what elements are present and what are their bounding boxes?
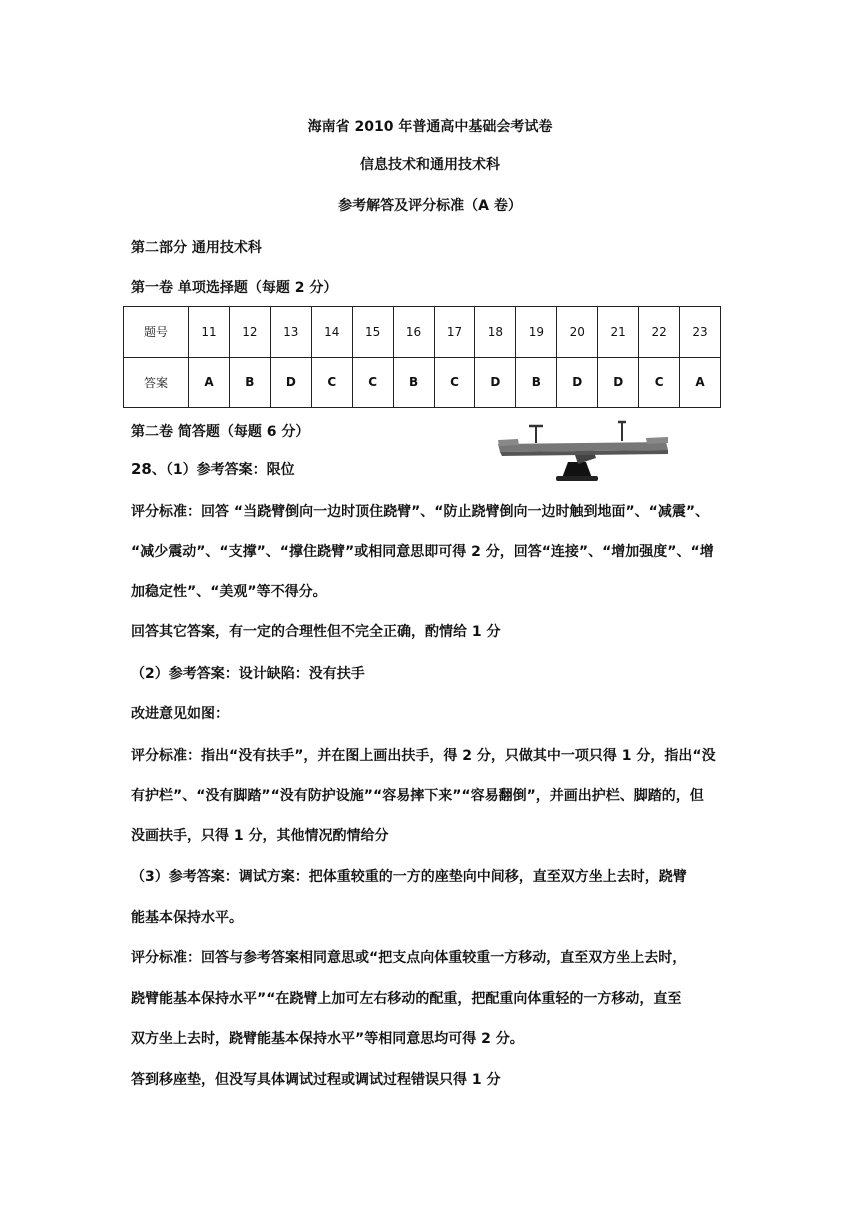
- answer-cell: D: [557, 357, 598, 408]
- answer-key-title: 参考解答及评分标准（A 卷）: [338, 198, 522, 214]
- question-number: 16: [393, 307, 434, 358]
- q28-part1-standard-line3: 加稳定性”、“美观”等不得分。: [131, 584, 327, 600]
- q28-part2-standard-line1: 评分标准：指出“没有扶手”，并在图上画出扶手，得 2 分，只做其中一项只得 1 分，指出“没: [131, 748, 716, 764]
- subject-title: 信息技术和通用技术科: [360, 157, 500, 173]
- answer-cell: C: [434, 357, 475, 408]
- answer-cell: D: [475, 357, 516, 408]
- exam-title: 海南省 2010 年普通高中基础会考试卷: [307, 119, 553, 135]
- question-number: 15: [352, 307, 393, 358]
- answer-cell: C: [352, 357, 393, 408]
- answer-cell: C: [311, 357, 352, 408]
- q28-part1-other: 回答其它答案，有一定的合理性但不完全正确，酌情给 1 分: [131, 624, 501, 640]
- question-number: 17: [434, 307, 475, 358]
- q28-part2-answer: （2）参考答案：设计缺陷：没有扶手: [131, 666, 365, 682]
- question-number: 11: [189, 307, 230, 358]
- question-number: 22: [639, 307, 680, 358]
- answer-cell: A: [189, 357, 230, 408]
- q28-part1-standard-line1: 评分标准：回答 “当跷臂倒向一边时顶住跷臂”、“防止跷臂倒向一边时触到地面”、“减震”、: [131, 504, 710, 520]
- q28-part3-standard-line2: 跷臂能基本保持水平”“在跷臂上加可左右移动的配重，把配重向体重轻的一方移动，直至: [131, 991, 682, 1007]
- answer-cell: B: [229, 357, 270, 408]
- volume-one-heading: 第一卷 单项选择题（每题 2 分）: [131, 280, 338, 296]
- q28-part2-standard-line3: 没画扶手，只得 1 分，其他情况酌情给分: [131, 828, 389, 844]
- q28-part2-standard-line2: 有护栏”、“没有脚踏”“没有防护设施”“容易摔下来”“容易翻倒”，并画出护栏、脚踏的，但: [131, 788, 704, 804]
- answer-cell: C: [639, 357, 680, 408]
- q28-part3-standard-line1: 评分标准：回答与参考答案相同意思或“把支点向体重较重一方移动，直至双方坐上去时，: [131, 950, 687, 966]
- question-number-row: [124, 307, 721, 358]
- q28-part2-improve: 改进意见如图：: [131, 706, 229, 722]
- question-number: 14: [311, 307, 352, 358]
- answer-cell: B: [516, 357, 557, 408]
- question-number: 23: [680, 307, 721, 358]
- q28-part1-answer: 28、（1）参考答案：限位: [131, 460, 295, 478]
- q28-part3-answer-line2: 能基本保持水平。: [131, 910, 243, 926]
- q28-part3-answer-line1: （3）参考答案：调试方案：把体重较重的一方的座垫向中间移，直至双方坐上去时，跷臂: [131, 869, 687, 885]
- question-number: 13: [270, 307, 311, 358]
- question-number: 20: [557, 307, 598, 358]
- q28-part3-standard-line3: 双方坐上去时，跷臂能基本保持水平”等相同意思均可得 2 分。: [131, 1031, 524, 1047]
- question-number-28: 28: [131, 460, 152, 478]
- answer-table: [123, 306, 721, 408]
- answer-cell: A: [680, 357, 721, 408]
- q28-part3-partial: 答到移座垫，但没写具体调试过程或调试过程错误只得 1 分: [131, 1072, 501, 1088]
- row-label-answer: 答案: [124, 357, 189, 408]
- volume-two-heading: 第二卷 简答题（每题 6 分）: [131, 424, 310, 440]
- answer-row: [124, 357, 721, 408]
- question-number: 18: [475, 307, 516, 358]
- part-two-heading: 第二部分 通用技术科: [131, 240, 262, 256]
- seesaw-illustration: [496, 418, 672, 488]
- question-number: 12: [229, 307, 270, 358]
- question-number: 19: [516, 307, 557, 358]
- question-number: 21: [598, 307, 639, 358]
- row-label-number: 题号: [124, 307, 189, 358]
- answer-cell: D: [598, 357, 639, 408]
- q28-part1-standard-line2: “减少震动”、“支撑”、“撑住跷臂”或相同意思即可得 2 分，回答“连接”、“增加强度”、“增: [131, 544, 714, 560]
- answer-cell: D: [270, 357, 311, 408]
- answer-cell: B: [393, 357, 434, 408]
